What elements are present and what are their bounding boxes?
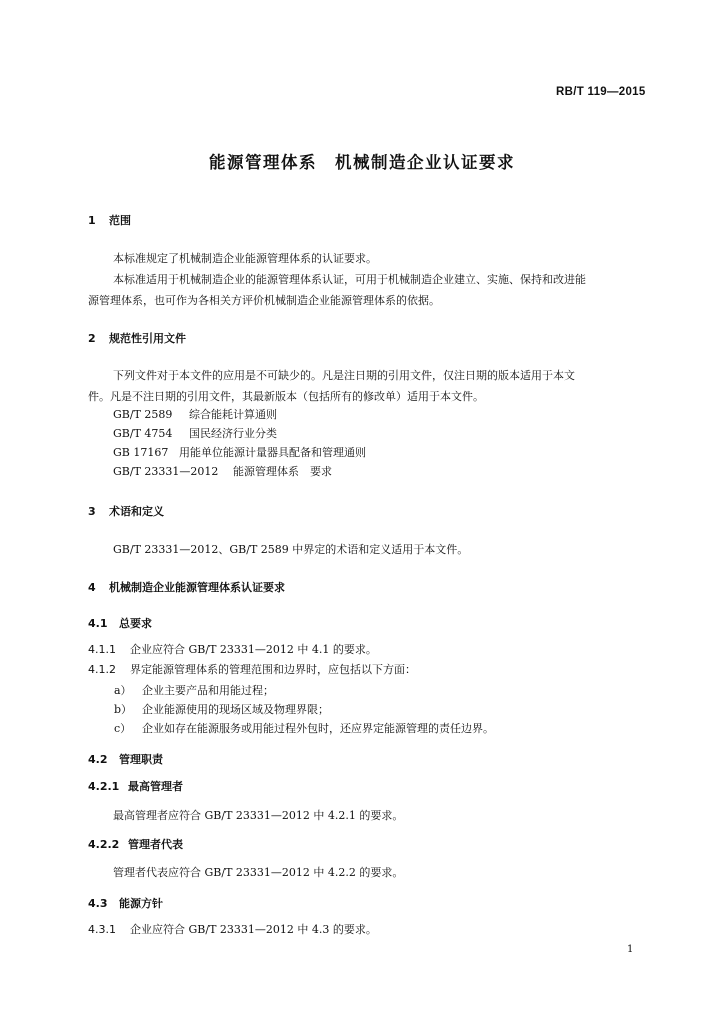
section-2-heading — [88, 330, 186, 346]
section-4-2-heading — [88, 751, 163, 767]
document-title: 能源管理体系 机械制造企业认证要求 — [209, 153, 515, 172]
reference-code: GB 17167 — [113, 446, 169, 459]
clause-text: 界定能源管理体系的管理范围和边界时，应包括以下方面： — [130, 663, 416, 676]
section-title: 机械制造企业能源管理体系认证要求 — [109, 581, 285, 594]
section-4-1-heading — [88, 615, 152, 631]
terms-paragraph: GB/T 23331—2012、GB/T 2589 中界定的术语和定义适用于本文件。 — [113, 543, 469, 556]
reference-item — [113, 444, 366, 460]
section-title: 规范性引用文件 — [109, 332, 186, 345]
scope-paragraph-2-line-2: 源管理体系，也可作为各相关方评价机械制造企业能源管理体系的依据。 — [88, 294, 440, 307]
normative-intro-line-2: 件。凡是不注日期的引用文件，其最新版本（包括所有的修改单）适用于本文件。 — [88, 390, 484, 403]
clause-4-1-1 — [88, 641, 377, 657]
clause-text: 企业应符合 GB/T 23331—2012 中 4.1 的要求。 — [130, 643, 377, 656]
clause-text: 企业应符合 GB/T 23331—2012 中 4.3 的要求。 — [130, 923, 377, 936]
reference-code: GB/T 4754 — [113, 427, 173, 440]
list-item-text: 企业能源使用的现场区域及物理界限； — [142, 703, 329, 716]
reference-title: 能源管理体系 要求 — [233, 465, 332, 478]
clause-4-1-2 — [88, 661, 416, 677]
list-item-text: 企业主要产品和用能过程； — [142, 684, 274, 697]
reference-code: GB/T 23331—2012 — [113, 465, 219, 478]
section-title: 最高管理者 — [128, 780, 183, 793]
section-title: 能源方针 — [119, 897, 163, 910]
normative-intro-line-1: 下列文件对于本文件的应用是不可缺少的。凡是注日期的引用文件，仅注日期的版本适用于本文 — [113, 369, 575, 382]
section-number: 4.1 — [88, 617, 108, 630]
section-number: 4 — [88, 581, 96, 594]
section-number: 4.2.2 — [88, 838, 120, 851]
clause-4-2-1-text: 最高管理者应符合 GB/T 23331—2012 中 4.2.1 的要求。 — [113, 809, 404, 822]
list-item-label: a） — [114, 684, 132, 697]
section-number: 4.2.1 — [88, 780, 120, 793]
section-title: 术语和定义 — [109, 505, 164, 518]
section-4-2-1-heading — [88, 778, 183, 794]
list-item-text: 企业如存在能源服务或用能过程外包时，还应界定能源管理的责任边界。 — [142, 722, 494, 735]
scope-paragraph-1: 本标准规定了机械制造企业能源管理体系的认证要求。 — [113, 252, 377, 265]
clause-4-2-2-text: 管理者代表应符合 GB/T 23331—2012 中 4.2.2 的要求。 — [113, 866, 404, 879]
section-number: 1 — [88, 214, 96, 227]
list-item-label: c） — [114, 722, 132, 735]
section-number: 4.2 — [88, 753, 108, 766]
reference-item — [113, 463, 332, 479]
reference-item — [113, 425, 277, 441]
section-4-2-2-heading — [88, 836, 183, 852]
section-title: 管理者代表 — [128, 838, 183, 851]
section-4-3-heading — [88, 895, 163, 911]
reference-title: 国民经济行业分类 — [189, 427, 277, 440]
section-title: 管理职责 — [119, 753, 163, 766]
reference-item — [113, 406, 277, 422]
section-4-heading — [88, 579, 285, 595]
section-number: 4.3 — [88, 897, 108, 910]
section-number: 2 — [88, 332, 96, 345]
section-1-heading — [88, 212, 131, 228]
section-title: 总要求 — [119, 617, 152, 630]
section-3-heading — [88, 503, 164, 519]
section-number: 3 — [88, 505, 96, 518]
clause-number: 4.1.2 — [88, 663, 116, 676]
reference-title: 综合能耗计算通则 — [189, 408, 277, 421]
page-number: 1 — [627, 944, 634, 955]
clause-4-3-1 — [88, 921, 377, 937]
standard-number: RB/T 119—2015 — [556, 86, 646, 98]
section-title: 范围 — [109, 214, 131, 227]
clause-number: 4.1.1 — [88, 643, 116, 656]
scope-paragraph-2-line-1: 本标准适用于机械制造企业的能源管理体系认证，可用于机械制造企业建立、实施、保持和改进能 — [113, 273, 586, 286]
clause-number: 4.3.1 — [88, 923, 116, 936]
reference-code: GB/T 2589 — [113, 408, 173, 421]
list-item-label: b） — [114, 703, 133, 716]
reference-title: 用能单位能源计量器具配备和管理通则 — [179, 446, 366, 459]
